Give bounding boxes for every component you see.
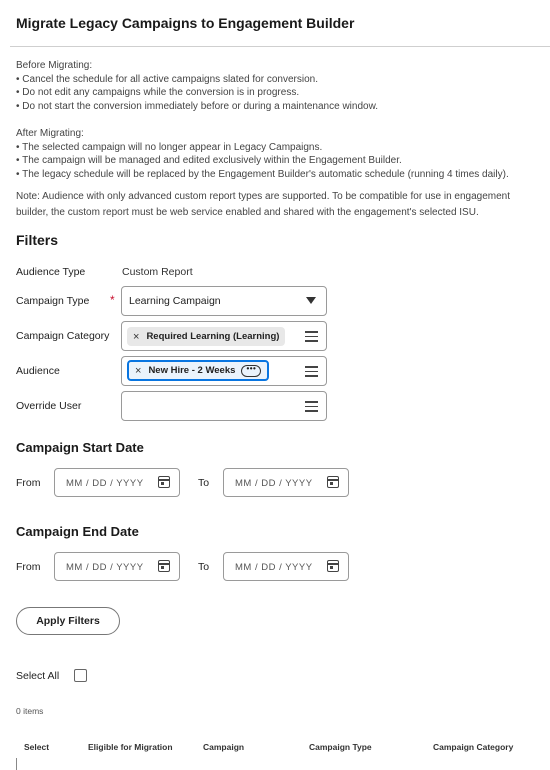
calendar-icon[interactable] [327,560,339,572]
override-user-input[interactable] [121,391,327,421]
date-placeholder: MM / DD / YYYY [66,478,144,489]
start-from-label: From [16,477,41,489]
select-all-checkbox[interactable] [74,669,87,682]
more-options-icon[interactable]: ••• [241,365,261,377]
note-text: Note: Audience with only advanced custom report types are supported. To be compatible for use in engagement builder, the custom report must be web service enabled and shared with the engagement's selected ISU. [16,191,511,218]
after-item: • The selected campaign will no longer appear in Legacy Campaigns. [16,141,323,153]
before-migrating-section [16,59,378,113]
calendar-icon[interactable] [158,560,170,572]
list-icon[interactable] [305,401,318,412]
list-icon[interactable] [305,366,318,377]
override-user-label: Override User [16,400,82,412]
after-migrating-section [16,127,509,181]
end-from-label: From [16,561,41,573]
date-placeholder: MM / DD / YYYY [66,562,144,573]
before-heading: Before Migrating: [16,60,93,71]
page-title: Migrate Legacy Campaigns to Engagement Builder [16,15,355,31]
chevron-down-icon[interactable] [306,297,316,304]
column-header-select[interactable]: Select [24,742,50,752]
column-header-campaign-type[interactable]: Campaign Type [309,742,372,752]
date-placeholder: MM / DD / YYYY [235,478,313,489]
table-edge [16,758,17,770]
header-divider [10,46,550,47]
start-date-heading: Campaign Start Date [16,440,144,455]
campaign-type-label: Campaign Type [16,295,90,307]
list-icon[interactable] [305,331,318,342]
audience-chip[interactable] [127,360,269,381]
campaign-category-multiselect[interactable] [121,321,327,351]
filters-heading: Filters [16,232,59,248]
campaign-type-select[interactable] [121,286,327,316]
column-header-campaign[interactable]: Campaign [203,742,245,752]
apply-filters-button[interactable]: Apply Filters [16,607,120,635]
campaign-category-label: Campaign Category [16,330,110,342]
date-placeholder: MM / DD / YYYY [235,562,313,573]
calendar-icon[interactable] [327,476,339,488]
end-to-date-input[interactable] [223,552,349,581]
before-item: • Do not start the conversion immediately before or during a maintenance window. [16,100,379,112]
audience-type-label: Audience Type [16,266,86,278]
column-header-campaign-category[interactable]: Campaign Category [433,742,514,752]
before-item: • Do not edit any campaigns while the conversion is in progress. [16,87,300,98]
after-item: • The campaign will be managed and edited exclusively within the Engagement Builder. [16,155,402,166]
required-indicator: * [110,293,115,307]
after-heading: After Migrating: [16,128,84,139]
remove-chip-icon[interactable]: × [133,330,140,343]
campaign-type-selected: Learning Campaign [129,295,221,307]
end-to-label: To [198,561,210,573]
after-item: • The legacy schedule will be replaced by the Engagement Builder's automatic schedule (running 4 times daily). [16,168,509,180]
end-from-date-input[interactable] [54,552,180,581]
audience-multiselect[interactable] [121,356,327,386]
audience-label: Audience [16,365,60,377]
calendar-icon[interactable] [158,476,170,488]
remove-chip-icon[interactable]: × [135,364,142,377]
audience-type-value: Custom Report [122,266,193,278]
select-all-label: Select All [16,670,60,682]
item-count: 0 items [16,706,44,716]
campaign-category-chip[interactable] [127,327,285,346]
start-to-label: To [198,477,210,489]
column-header-eligible[interactable]: Eligible for Migration [88,742,173,752]
end-date-heading: Campaign End Date [16,524,139,539]
chip-label: New Hire - 2 Weeks [148,365,236,376]
start-to-date-input[interactable] [223,468,349,497]
chip-label: Required Learning (Learning) [146,331,280,342]
before-item: • Cancel the schedule for all active campaigns slated for conversion. [16,73,318,85]
start-from-date-input[interactable] [54,468,180,497]
